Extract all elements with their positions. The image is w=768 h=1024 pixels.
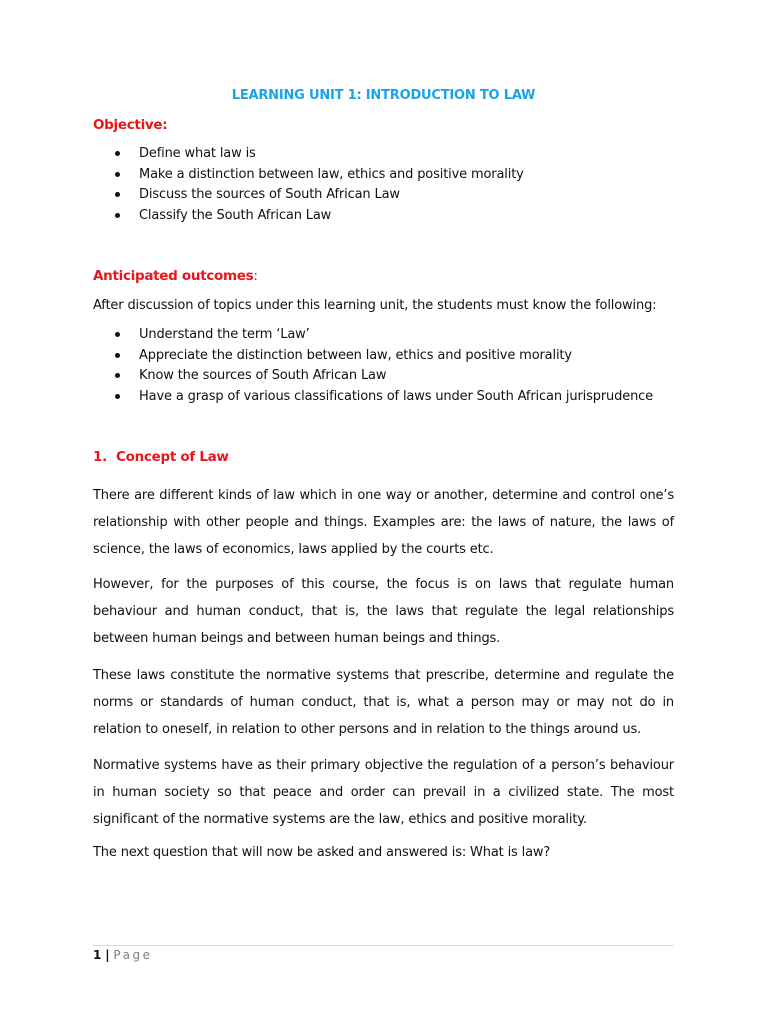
list-item <box>93 387 653 408</box>
list-item-text: Have a grasp of various classifications of laws under South African jurisprudence <box>139 388 654 404</box>
page-footer <box>93 948 152 962</box>
list-item-text: Understand the term ‘Law’ <box>139 327 310 342</box>
page-label: Page <box>113 948 153 962</box>
page-title: LEARNING UNIT 1: INTRODUCTION TO LAW <box>231 88 536 103</box>
outcomes-intro: After discussion of topics under this learning unit, the students must know the following: <box>93 298 657 313</box>
list-item <box>93 144 524 165</box>
list-item-text: Make a distinction between law, ethics and positive morality <box>139 166 524 182</box>
list-item <box>93 206 524 227</box>
paragraph: There are different kinds of law which in one way or another, determine and control one’s relationship with other people and things. Examples are: the laws of nature, the laws of science, the laws of economics, laws applied by the courts etc. <box>93 488 674 557</box>
bullet-icon <box>115 192 120 197</box>
outcomes-list <box>93 325 653 407</box>
bullet-icon <box>115 151 120 156</box>
list-item <box>93 346 653 367</box>
bullet-icon <box>115 373 120 378</box>
paragraph: These laws constitute the normative systems that prescribe, determine and regulate the norms or standards of human conduct, that is, what a person may or may not do in relation to oneself, in relation to other persons and in relation to the things around us. <box>93 668 674 737</box>
bullet-icon <box>115 353 120 358</box>
bullet-icon <box>115 172 120 177</box>
bullet-icon <box>115 394 120 399</box>
closing-question: The next question that will now be asked and answered is: What is law? <box>93 845 551 860</box>
outcomes-heading-text: Anticipated outcomes <box>93 268 254 284</box>
list-item <box>93 185 524 206</box>
outcomes-heading <box>93 268 258 284</box>
footer-separator: | <box>105 948 110 962</box>
list-item <box>93 165 524 186</box>
list-item <box>93 366 653 387</box>
objective-heading-text: Objective: <box>93 117 168 133</box>
footer-divider <box>93 945 674 946</box>
list-item-text: Know the sources of South African Law <box>139 368 387 383</box>
objective-heading <box>93 117 167 133</box>
section-number: 1. <box>93 449 107 465</box>
section-title: Concept of Law <box>116 449 229 465</box>
section-heading-concept-of-law <box>93 449 229 465</box>
page-number: 1 <box>93 948 102 962</box>
list-item-text: Classify the South African Law <box>139 207 332 223</box>
list-item <box>93 325 653 346</box>
outcomes-heading-colon: : <box>253 268 258 284</box>
list-item-text: Appreciate the distinction between law, ethics and positive morality <box>139 347 572 363</box>
objective-list <box>93 144 524 226</box>
list-item-text: Define what law is <box>139 146 256 161</box>
document-page <box>93 0 674 1024</box>
paragraph: However, for the purposes of this course, the focus is on laws that regulate human behaviour and human conduct, that is, the laws that regulate the legal relationships between human beings and between human beings and things. <box>93 577 674 646</box>
list-item-text: Discuss the sources of South African Law <box>139 187 400 202</box>
bullet-icon <box>115 332 120 337</box>
paragraph: Normative systems have as their primary objective the regulation of a person’s behaviour in human society so that peace and order can prevail in a civilized state. The most significant of the normative systems are the law, ethics and positive morality. <box>93 758 674 827</box>
bullet-icon <box>115 213 120 218</box>
